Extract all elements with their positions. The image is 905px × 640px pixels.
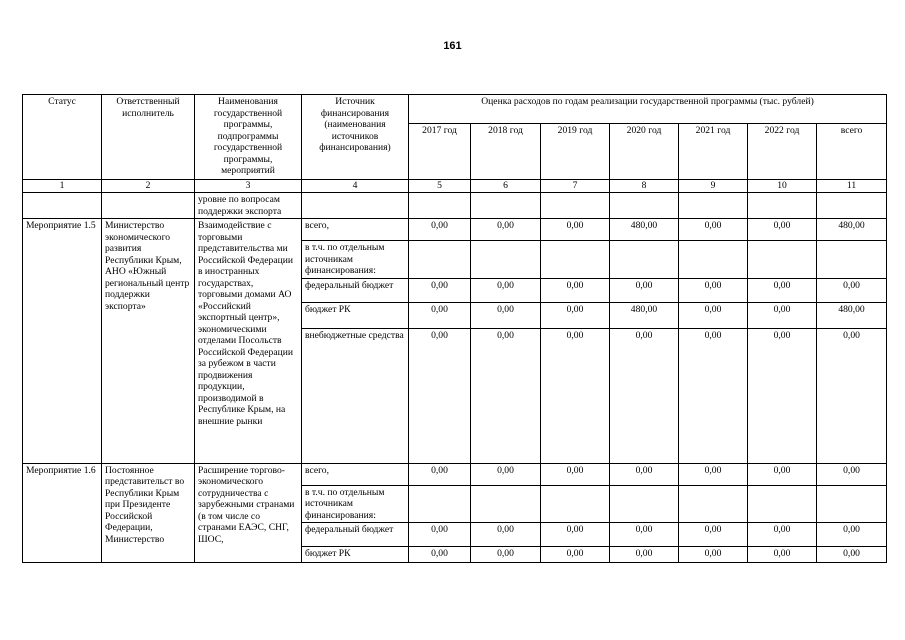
header-executor: Ответственный исполнитель xyxy=(102,95,195,180)
year-value: 0,00 xyxy=(541,463,610,485)
total-value: 480,00 xyxy=(817,302,887,328)
year-value xyxy=(748,241,817,279)
year-value: 0,00 xyxy=(610,547,679,563)
total-value: 0,00 xyxy=(817,547,887,563)
header-year-2019: 2019 год xyxy=(541,124,610,180)
funding-source: всего, xyxy=(302,463,409,485)
year-value: 0,00 xyxy=(679,523,748,547)
year-value xyxy=(679,241,748,279)
year-value xyxy=(610,241,679,279)
year-value: 0,00 xyxy=(610,328,679,463)
page-number: 161 xyxy=(443,40,462,52)
column-number: 6 xyxy=(471,180,541,193)
funding-source: бюджет РК xyxy=(302,547,409,563)
year-value: 0,00 xyxy=(610,523,679,547)
column-number: 2 xyxy=(102,180,195,193)
measure-name: Взаимодействие с торговыми представительства ми Российской Федерации в иностранных государствах, торговыми домами АО «Российский экспортный центр», экономическими отделами Посольств Российской Федерации за рубежом в части продвижения продукции, производимой в Республике Крым, на внешние рынки xyxy=(195,219,302,464)
year-value: 0,00 xyxy=(471,463,541,485)
header-row-1 xyxy=(23,95,887,124)
year-value xyxy=(471,485,541,523)
year-value: 0,00 xyxy=(471,219,541,241)
carryover-row xyxy=(23,193,887,219)
header-source: Источник финансирования (наименования источников финансирования) xyxy=(302,95,409,180)
funding-source: внебюджетные средства xyxy=(302,328,409,463)
measure-executor: Министерство экономического развития Республики Крым, АНО «Южный региональный центр поддержки экспорта» xyxy=(102,219,195,464)
year-value: 480,00 xyxy=(610,219,679,241)
year-value: 0,00 xyxy=(471,523,541,547)
year-value xyxy=(541,485,610,523)
year-value: 0,00 xyxy=(748,302,817,328)
year-value: 0,00 xyxy=(409,547,471,563)
year-value: 0,00 xyxy=(679,219,748,241)
year-value xyxy=(409,485,471,523)
measure-name: Расширение торгово-экономического сотрудничества с зарубежными странами (в том числе со странами ЕАЭС, СНГ, ШОС, xyxy=(195,463,302,563)
year-value: 0,00 xyxy=(541,328,610,463)
measure-status: Мероприятие 1.6 xyxy=(23,463,102,563)
year-value: 0,00 xyxy=(748,219,817,241)
total-value: 0,00 xyxy=(817,278,887,302)
column-number: 4 xyxy=(302,180,409,193)
year-value: 0,00 xyxy=(748,547,817,563)
year-value: 0,00 xyxy=(471,328,541,463)
column-number: 10 xyxy=(748,180,817,193)
year-value: 0,00 xyxy=(679,328,748,463)
year-value xyxy=(679,485,748,523)
year-value xyxy=(748,485,817,523)
column-number: 9 xyxy=(679,180,748,193)
year-value: 0,00 xyxy=(409,219,471,241)
header-total: всего xyxy=(817,124,887,180)
header-year-2020: 2020 год xyxy=(610,124,679,180)
funding-row xyxy=(23,219,887,241)
budget-table xyxy=(22,94,887,563)
year-value xyxy=(541,241,610,279)
header-year-2018: 2018 год xyxy=(471,124,541,180)
year-value: 0,00 xyxy=(541,219,610,241)
year-value: 480,00 xyxy=(610,302,679,328)
year-value: 0,00 xyxy=(748,278,817,302)
column-number: 5 xyxy=(409,180,471,193)
total-value: 0,00 xyxy=(817,523,887,547)
column-number: 8 xyxy=(610,180,679,193)
total-value: 0,00 xyxy=(817,463,887,485)
header-year-2017: 2017 год xyxy=(409,124,471,180)
funding-source: в т.ч. по отдельным источникам финансирования: xyxy=(302,485,409,523)
funding-row xyxy=(23,463,887,485)
year-value: 0,00 xyxy=(541,302,610,328)
year-value: 0,00 xyxy=(409,302,471,328)
year-value: 0,00 xyxy=(679,302,748,328)
year-value: 0,00 xyxy=(541,278,610,302)
column-number: 3 xyxy=(195,180,302,193)
column-number: 11 xyxy=(817,180,887,193)
year-value: 0,00 xyxy=(679,463,748,485)
year-value: 0,00 xyxy=(471,302,541,328)
year-value xyxy=(409,241,471,279)
header-status: Статус xyxy=(23,95,102,180)
year-value: 0,00 xyxy=(748,523,817,547)
year-value: 0,00 xyxy=(679,547,748,563)
year-value: 0,00 xyxy=(409,463,471,485)
header-year-2021: 2021 год xyxy=(679,124,748,180)
year-value: 0,00 xyxy=(541,547,610,563)
funding-source: всего, xyxy=(302,219,409,241)
header-estimate: Оценка расходов по годам реализации государственной программы (тыс. рублей) xyxy=(409,95,887,124)
year-value: 0,00 xyxy=(748,328,817,463)
funding-source: федеральный бюджет xyxy=(302,278,409,302)
year-value: 0,00 xyxy=(610,278,679,302)
year-value: 0,00 xyxy=(409,328,471,463)
funding-source: бюджет РК xyxy=(302,302,409,328)
total-value: 0,00 xyxy=(817,328,887,463)
funding-source: в т.ч. по отдельным источникам финансирования: xyxy=(302,241,409,279)
year-value: 0,00 xyxy=(679,278,748,302)
measure-executor: Постоянное представительст во Республики Крым при Президенте Российской Федерации, Министерство xyxy=(102,463,195,563)
year-value: 0,00 xyxy=(471,547,541,563)
year-value xyxy=(610,485,679,523)
year-value xyxy=(471,241,541,279)
year-value: 0,00 xyxy=(610,463,679,485)
year-value: 0,00 xyxy=(541,523,610,547)
header-year-2022: 2022 год xyxy=(748,124,817,180)
column-number: 7 xyxy=(541,180,610,193)
column-number: 1 xyxy=(23,180,102,193)
column-number-row xyxy=(23,180,887,193)
total-value xyxy=(817,485,887,523)
funding-source: федеральный бюджет xyxy=(302,523,409,547)
measure-status: Мероприятие 1.5 xyxy=(23,219,102,464)
carryover-text: уровне по вопросам поддержки экспорта xyxy=(195,193,302,219)
year-value: 0,00 xyxy=(748,463,817,485)
header-name: Наименования государственной программы, подпрограммы государственной программы, мероприятий xyxy=(195,95,302,180)
total-value xyxy=(817,241,887,279)
year-value: 0,00 xyxy=(409,278,471,302)
year-value: 0,00 xyxy=(409,523,471,547)
total-value: 480,00 xyxy=(817,219,887,241)
year-value: 0,00 xyxy=(471,278,541,302)
